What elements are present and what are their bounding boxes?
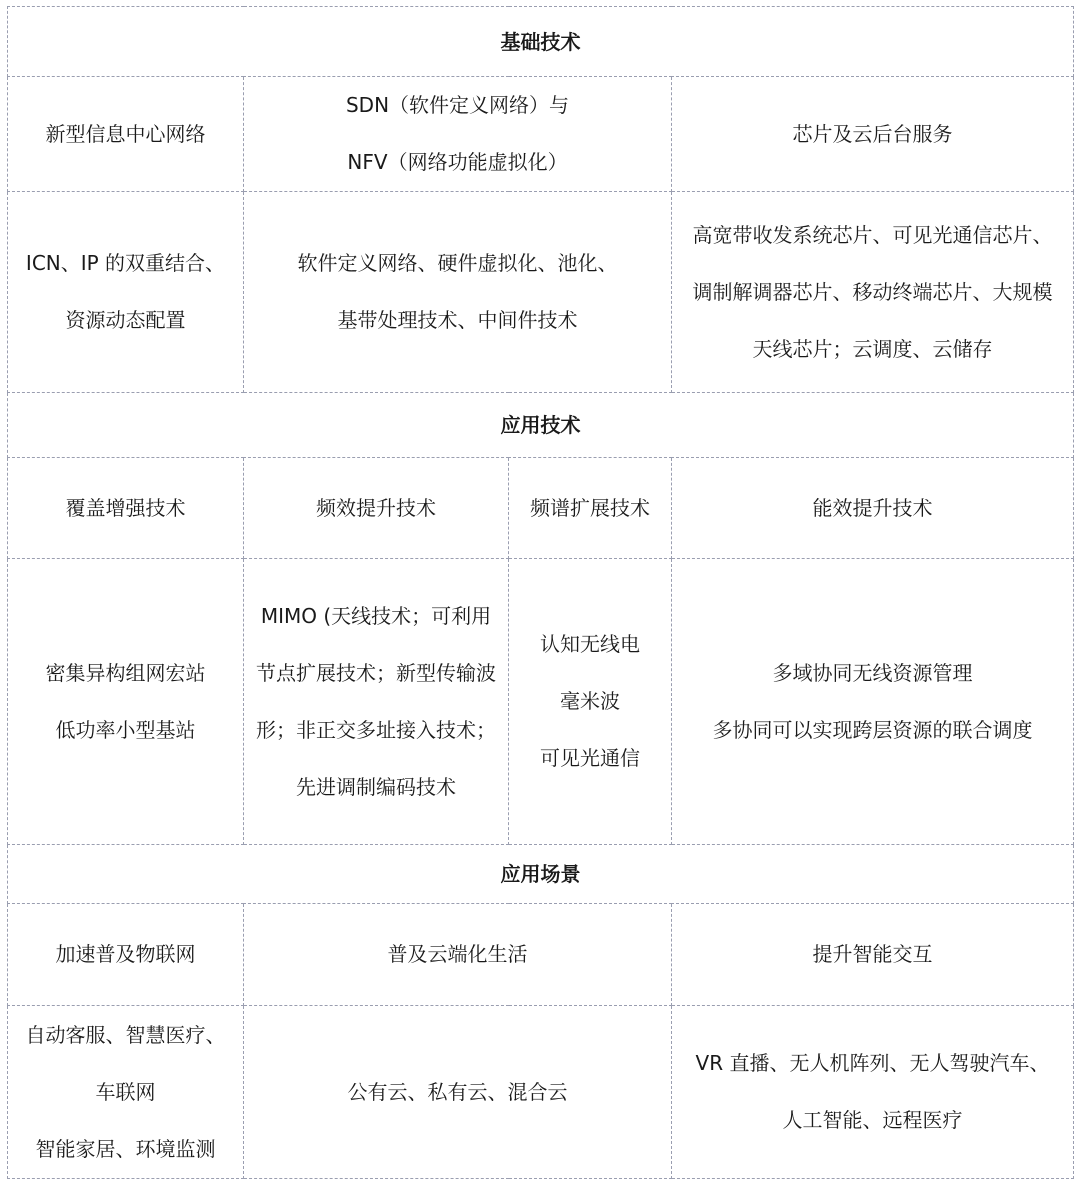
application-tech-header-cell	[8, 458, 244, 559]
cell-text-line: 人工智能、远程医疗	[782, 1108, 963, 1132]
cell-text-line: 加速普及物联网	[55, 942, 196, 966]
cell-text-line: 节点扩展技术；新型传输波	[256, 660, 496, 685]
cell-text-line: 普及云端化生活	[387, 942, 528, 966]
technology-table	[7, 6, 1074, 1179]
cell-text-line: 车联网	[95, 1079, 156, 1104]
foundation-detail-cell	[244, 192, 672, 393]
foundation-header-cell	[8, 77, 244, 192]
cell-text-line: 公有云、私有云、混合云	[347, 1079, 568, 1104]
scenario-detail-cell	[672, 1006, 1074, 1179]
foundation-header-cell	[244, 77, 672, 192]
cell-text-line: 自动客服、智慧医疗、	[25, 1022, 226, 1047]
cell-text-line: 提升智能交互	[812, 942, 933, 966]
section-title-text: 应用场景	[500, 862, 581, 886]
cell-text-line: 先进调制编码技术	[296, 774, 456, 799]
cell-text-line: 频谱扩展技术	[530, 495, 650, 520]
cell-text-line: 频效提升技术	[316, 495, 436, 520]
section-title-text: 基础技术	[500, 29, 581, 54]
cell-text-line: 形；非正交多址接入技术；	[256, 717, 496, 742]
application-tech-detail-cell	[509, 559, 672, 845]
application-tech-header-cell	[244, 458, 509, 559]
cell-text-line: 多协同可以实现跨层资源的联合调度	[712, 717, 1033, 742]
scenario-header-cell	[672, 904, 1074, 1006]
cell-text-line: 覆盖增强技术	[65, 495, 186, 520]
cell-text-line: 高宽带收发系统芯片、可见光通信芯片、	[692, 222, 1053, 247]
scenario-header-cell	[244, 904, 672, 1006]
cell-text-line: 毫米波	[560, 689, 620, 713]
application-tech-detail-cell	[8, 559, 244, 845]
cell-text-line: SDN（软件定义网络）与	[345, 93, 570, 117]
section-title-text: 应用技术	[500, 413, 581, 437]
cell-text-line: 调制解调器芯片、移动终端芯片、大规模	[692, 279, 1053, 304]
cell-text-line: ICN、IP 的双重结合、	[25, 251, 226, 275]
scenario-header-cell	[8, 904, 244, 1006]
section-title-foundation	[8, 7, 1074, 77]
cell-text-line: 多域协同无线资源管理	[772, 660, 973, 685]
cell-text-line: 能效提升技术	[812, 495, 933, 520]
section-title-application-tech	[8, 393, 1074, 458]
cell-text-line: 基带处理技术、中间件技术	[337, 308, 578, 332]
foundation-detail-cell	[672, 192, 1074, 393]
cell-text-line: 软件定义网络、硬件虚拟化、池化、	[297, 251, 618, 275]
foundation-header-cell	[672, 77, 1074, 192]
application-tech-detail-cell	[244, 559, 509, 845]
cell-text-line: 低功率小型基站	[55, 717, 196, 742]
scenario-detail-cell	[8, 1006, 244, 1179]
foundation-detail-cell	[8, 192, 244, 393]
cell-text-line: VR 直播、无人机阵列、无人驾驶汽车、	[695, 1051, 1050, 1075]
cell-text-line: 可见光通信	[540, 746, 640, 770]
cell-text-line: 芯片及云后台服务	[792, 121, 953, 146]
cell-text-line: NFV（网络功能虚拟化）	[347, 150, 568, 174]
application-tech-header-cell	[672, 458, 1074, 559]
application-tech-header-cell	[509, 458, 672, 559]
cell-text-line: 天线芯片；云调度、云储存	[752, 336, 993, 361]
cell-text-line: 资源动态配置	[65, 308, 186, 332]
cell-text-line: 新型信息中心网络	[45, 121, 206, 146]
cell-text-line: 密集异构组网宏站	[45, 660, 206, 685]
scenario-detail-cell	[244, 1006, 672, 1179]
cell-text-line: 认知无线电	[540, 632, 640, 656]
section-title-scenarios	[8, 845, 1074, 904]
cell-text-line: MIMO (天线技术；可利用	[260, 603, 492, 628]
application-tech-detail-cell	[672, 559, 1074, 845]
cell-text-line: 智能家居、环境监测	[35, 1136, 216, 1161]
